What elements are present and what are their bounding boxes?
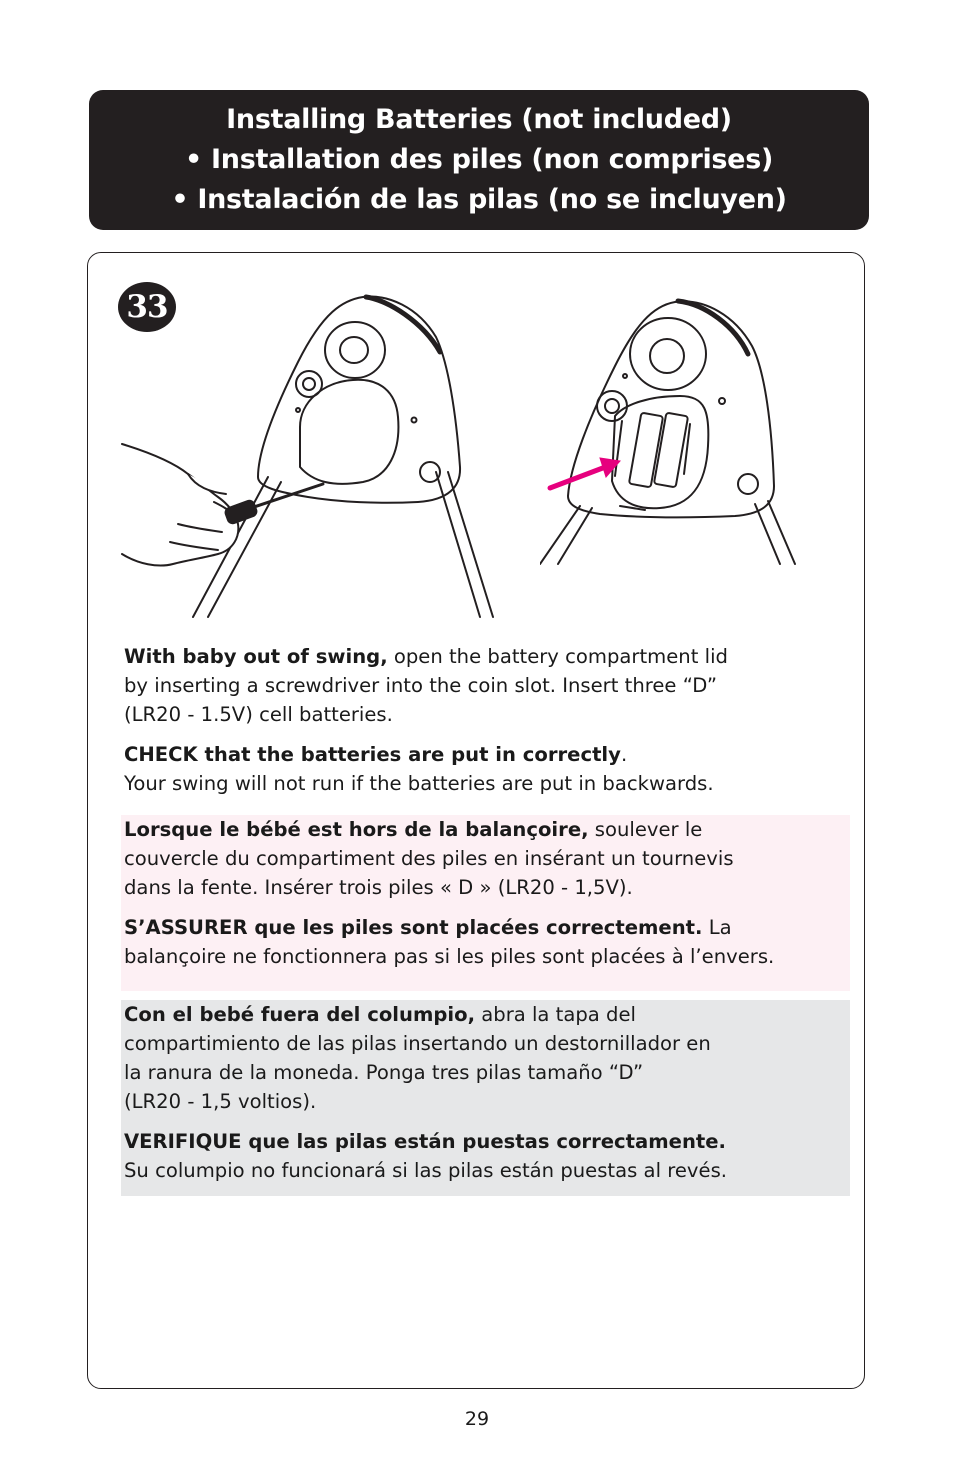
page-number: 29 (464, 1408, 490, 1430)
title-french: • Installation des piles (non comprises) (184, 144, 774, 175)
spanish-paragraph-1-line-1: Con el bebé fuera del columpio, abra la tapa del (124, 1003, 636, 1026)
spanish-paragraph-1-line-4: (LR20 - 1,5 voltios). (124, 1090, 317, 1113)
illustration-battery-compartment (540, 296, 810, 566)
spanish-paragraph-1-line-3: la ranura de la moneda. Ponga tres pilas tamaño “D” (124, 1061, 644, 1084)
spanish-paragraph-2-line-2: Su columpio no funcionará si las pilas están puestas al revés. (124, 1159, 728, 1182)
step-number-badge: 33 (118, 282, 176, 332)
french-warning-lead: Lorsque le bébé est hors de la balançoire, (124, 818, 589, 841)
spanish-instructions (121, 1000, 850, 1196)
english-check-lead: CHECK that the batteries are put in correctly (124, 743, 621, 766)
french-paragraph-1-line-1: Lorsque le bébé est hors de la balançoire, soulever le (124, 818, 703, 841)
english-paragraph-1-line-3: (LR20 - 1.5V) cell batteries. (124, 703, 393, 726)
english-check-line: CHECK that the batteries are put in correctly. (124, 743, 628, 766)
english-paragraph-2-line-2: Your swing will not run if the batteries are put in backwards. (124, 772, 714, 795)
english-warning-lead: With baby out of swing, (124, 645, 388, 668)
spanish-check-lead: VERIFIQUE que las pilas están puestas correctamente. (124, 1130, 727, 1153)
english-paragraph-1-line-2: by inserting a screwdriver into the coin slot. Insert three “D” (124, 674, 717, 697)
french-check-line: S’ASSURER que les piles sont placées correctement. La (124, 916, 732, 939)
french-instructions (121, 815, 850, 991)
french-paragraph-2-line-2: balançoire ne fonctionnera pas si les piles sont placées à l’envers. (124, 945, 775, 968)
section-header (89, 90, 869, 230)
illustration-open-lid (118, 292, 498, 622)
spanish-check-line (124, 1127, 850, 1156)
title-english: Installing Batteries (not included) (226, 104, 732, 135)
french-paragraph-1-line-3: dans la fente. Insérer trois piles « D » (LR20 - 1,5V). (124, 876, 633, 899)
english-paragraph-1-line-1: With baby out of swing, open the battery compartment lid (124, 645, 728, 668)
spanish-paragraph-1-line-2: compartimiento de las pilas insertando un destornillador en (124, 1032, 711, 1055)
french-paragraph-1-line-2: couvercle du compartiment des piles en insérant un tournevis (124, 847, 734, 870)
spanish-warning-lead: Con el bebé fuera del columpio, (124, 1003, 476, 1026)
title-spanish: • Instalación de las pilas (no se incluyen) (171, 184, 787, 215)
english-instructions (121, 642, 850, 798)
french-check-lead: S’ASSURER que les piles sont placées correctement. (124, 916, 703, 939)
